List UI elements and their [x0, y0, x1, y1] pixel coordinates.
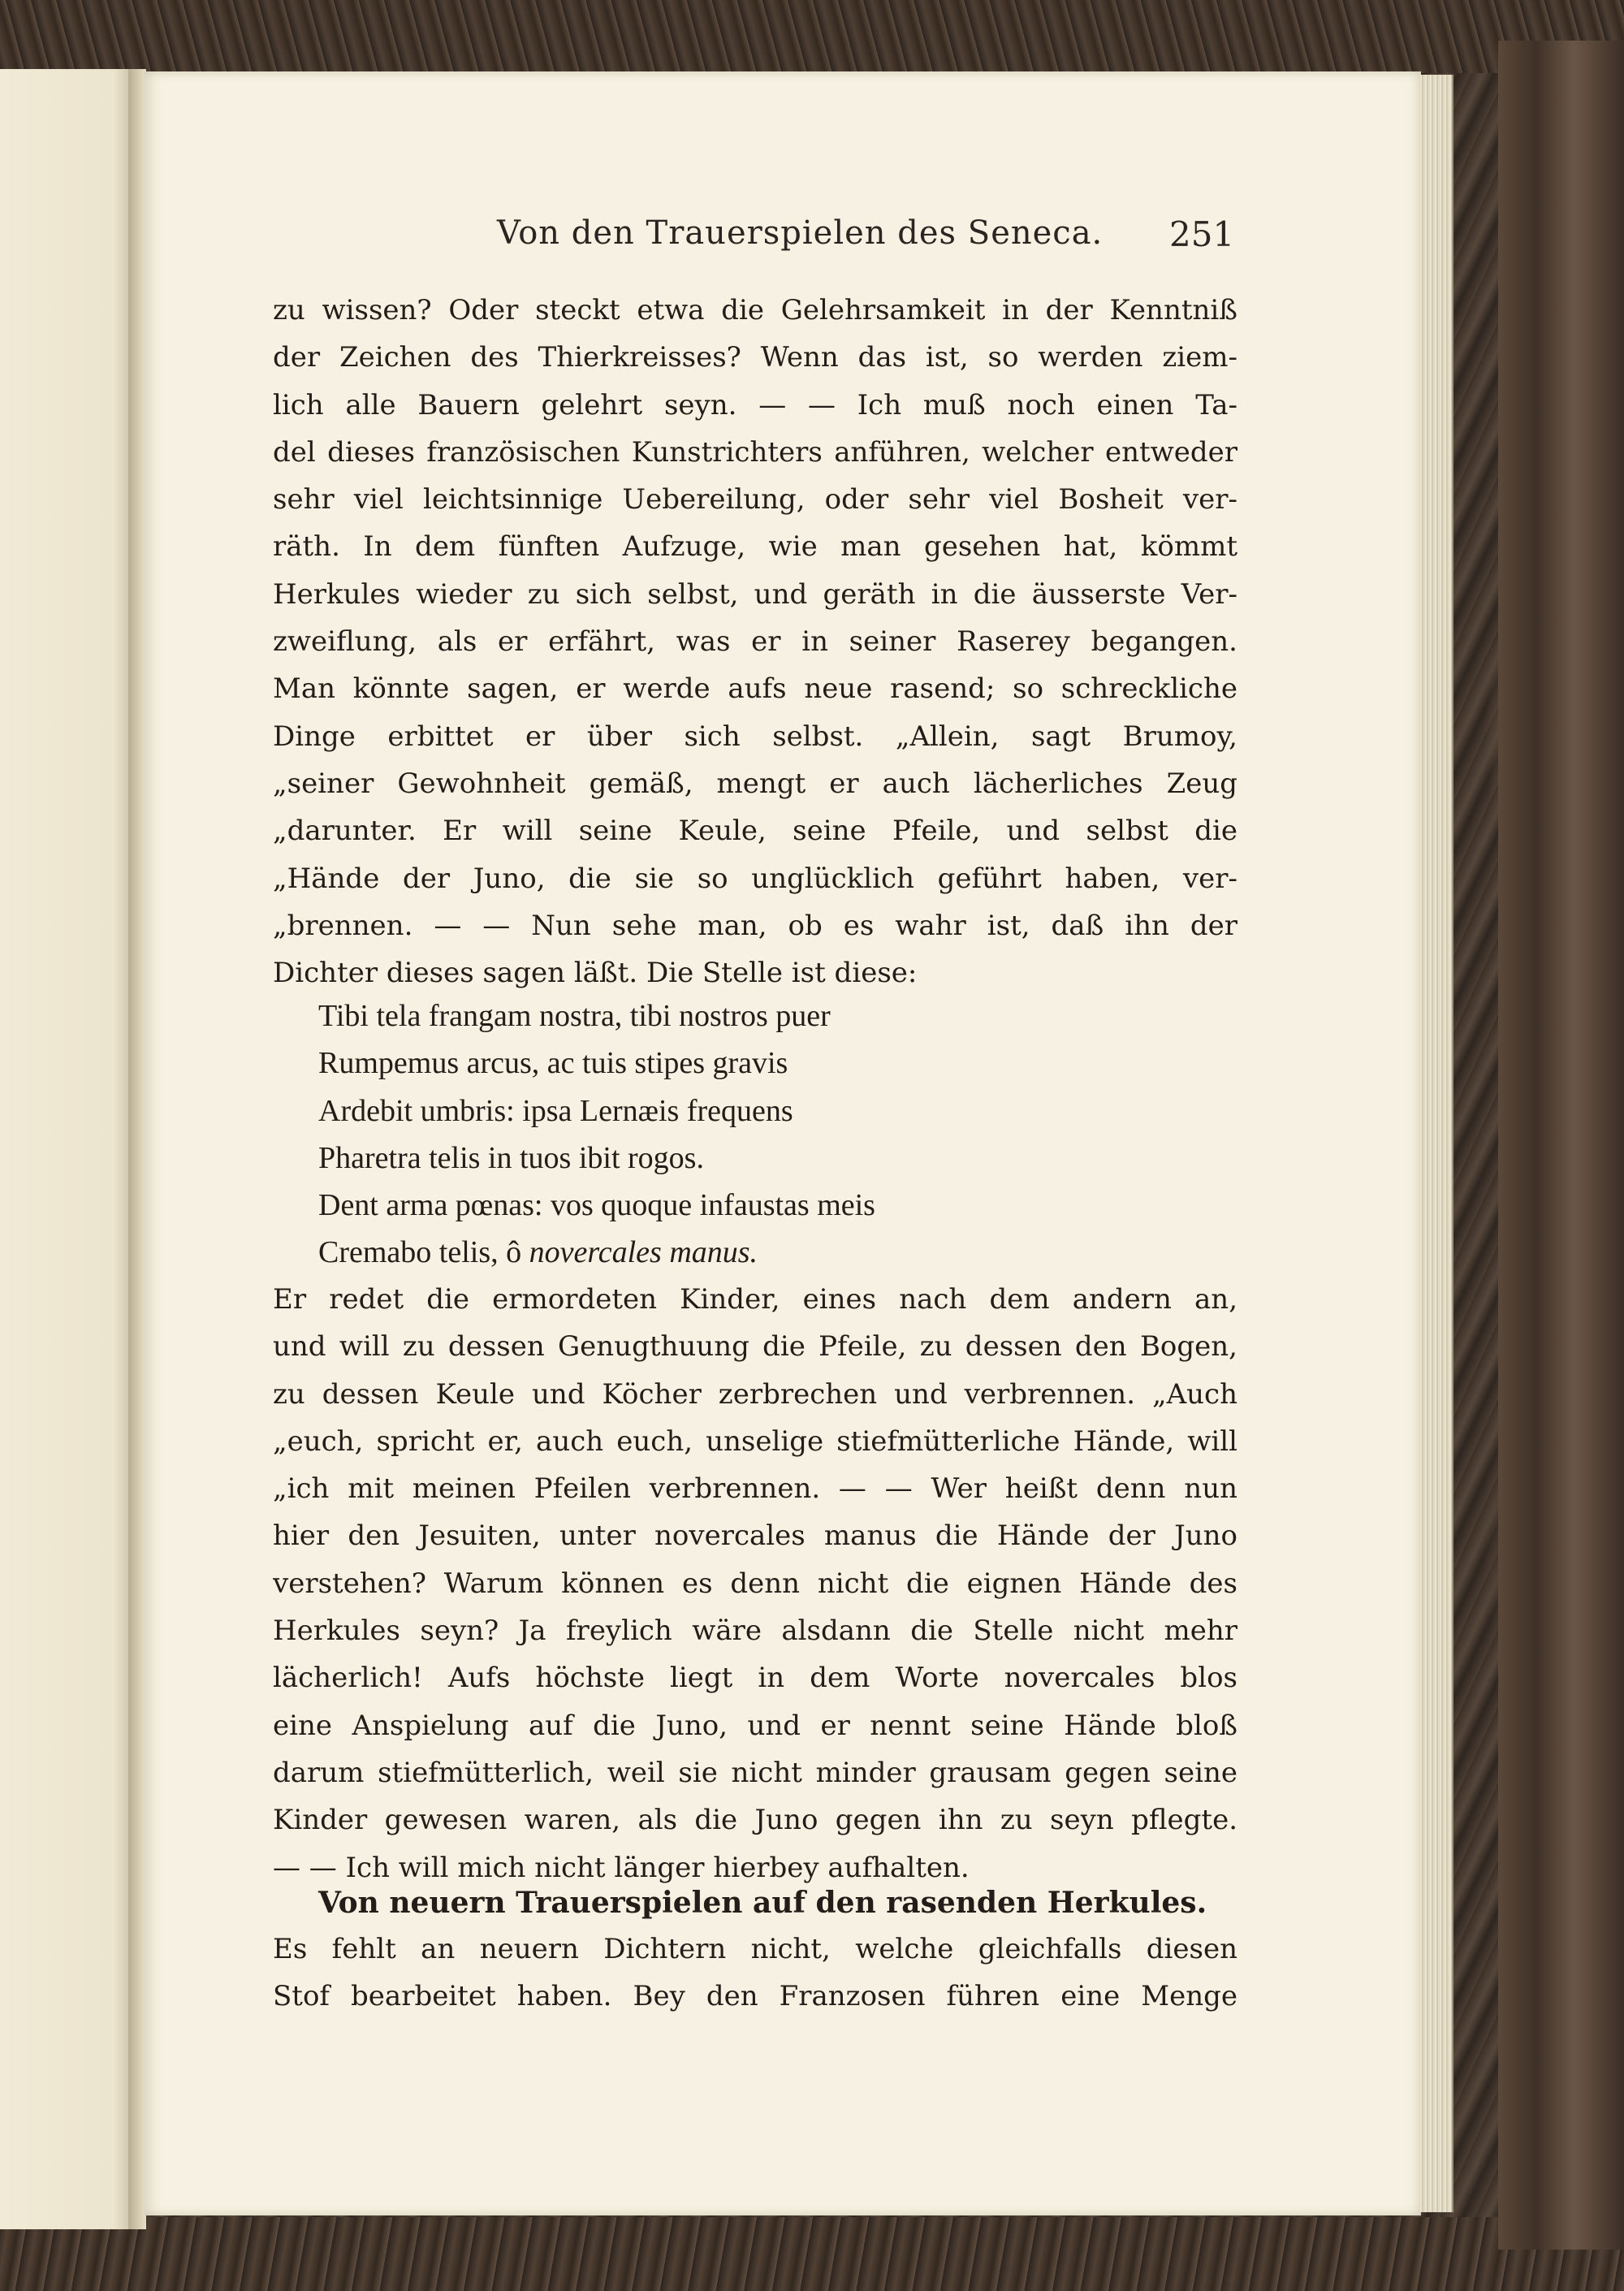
text-line: hier den Jesuiten, unter novercales manus die Hände der Juno [273, 1519, 1237, 1553]
verse-line: Tibi tela frangam nostra, tibi nostros puer [318, 999, 831, 1033]
text-line: Man könnte sagen, er werde aufs neue rasend; so schreckliche [273, 672, 1237, 706]
text-line: zu dessen Keule und Köcher zerbrechen und verbrennen. „Auch [273, 1377, 1237, 1411]
text-line: sehr viel leichtsinnige Uebereilung, oder sehr viel Bosheit ver- [273, 483, 1237, 517]
cover-top-edge [0, 0, 1624, 73]
running-title: Von den Trauerspielen des Seneca. [497, 214, 1104, 252]
paragraph-3 [273, 1926, 1237, 2021]
verse-line-plain: Cremabo telis, ô [318, 1235, 529, 1270]
text-line: zweiflung, als er erfährt, was er in seiner Raserey begangen. [273, 625, 1237, 659]
text-line: Es fehlt an neuern Dichtern nicht, welche gleichfalls diesen [273, 1933, 1237, 1965]
page-stack-edge [1419, 75, 1453, 2212]
text-line: Dichter dieses sagen läßt. Die Stelle ist diese: [273, 957, 918, 990]
verse-line: Ardebit umbris: ipsa Lernæis frequens [318, 1093, 793, 1128]
text-line: „brennen. — — Nun sehe man, ob es wahr ist, daß ihn der [273, 909, 1237, 942]
text-line: Stof bearbeitet haben. Bey den Franzosen führen eine Menge [273, 1980, 1237, 2013]
facing-page-edge [0, 69, 134, 2229]
text-line: Kinder gewesen waren, als die Juno gegen ihn zu seyn pflegte. [273, 1804, 1237, 1837]
text-line: Herkules wieder zu sich selbst, und geräth in die äusserste Ver- [273, 577, 1237, 611]
text-line: Herkules seyn? Ja freylich wäre alsdann die Stelle nicht mehr [273, 1615, 1237, 1648]
text-line: lächerlich! Aufs höchste liegt in dem Worte novercales blos [273, 1662, 1237, 1695]
text-line: „Hände der Juno, die sie so unglücklich geführt haben, ver- [273, 862, 1237, 895]
text-line: Er redet die ermordeten Kinder, eines nach dem andern an, [273, 1283, 1237, 1316]
text-line: Dinge erbittet er über sich selbst. „Allein, sagt Brumoy, [273, 720, 1237, 753]
text-line: eine Anspielung auf die Juno, und er nennt seine Hände bloß [273, 1709, 1237, 1742]
book-gutter [128, 69, 146, 2229]
text-line: darum stiefmütterlich, weil sie nicht minder grausam gegen seine [273, 1756, 1237, 1789]
verse-line: Dent arma pœnas: vos quoque infaustas meis [318, 1188, 875, 1223]
verse-line-italic: novercales manus. [529, 1235, 758, 1270]
cover-right-edge [1498, 41, 1624, 2250]
verse-line: Pharetra telis in tuos ibit rogos. [318, 1140, 704, 1175]
paragraph-2 [273, 1276, 1237, 1891]
text-line: — — Ich will mich nicht länger hierbey aufhalten. [273, 1851, 970, 1884]
text-line: und will zu dessen Genugthuung die Pfeile, zu dessen den Bogen, [273, 1330, 1237, 1364]
latin-verse-block [318, 992, 1212, 1277]
text-line: der Zeichen des Thierkreisses? Wenn das ist, so werden ziem- [273, 341, 1237, 374]
paragraph-1 [273, 287, 1237, 996]
verse-line [318, 1229, 1212, 1276]
text-line: del dieses französischen Kunstrichters anführen, welcher entweder [273, 435, 1237, 469]
section-heading: Von neuern Trauerspielen auf den rasenden Herkules. [318, 1886, 1207, 1920]
cover-bottom-edge [0, 2217, 1624, 2291]
verse-line: Rumpemus arcus, ac tuis stipes gravis [318, 1046, 788, 1081]
text-line: „ich mit meinen Pfeilen verbrennen. — — Wer heißt denn nun [273, 1472, 1237, 1506]
page-number: 251 [1169, 214, 1235, 254]
text-line: „darunter. Er will seine Keule, seine Pfeile, und selbst die [273, 815, 1237, 848]
text-line: zu wissen? Oder steckt etwa die Gelehrsamkeit in der Kenntniß [273, 294, 1237, 326]
text-line: verstehen? Warum können es denn nicht die eignen Hände des [273, 1567, 1237, 1600]
text-line: „euch, spricht er, auch euch, unselige stiefmütterliche Hände, will [273, 1424, 1237, 1458]
text-line: „seiner Gewohnheit gemäß, mengt er auch lächerliches Zeug [273, 767, 1237, 800]
text-line: räth. In dem fünften Aufzuge, wie man gesehen hat, kömmt [273, 530, 1237, 564]
text-line: lich alle Bauern gelehrt seyn. — — Ich muß noch einen Ta- [273, 388, 1237, 421]
